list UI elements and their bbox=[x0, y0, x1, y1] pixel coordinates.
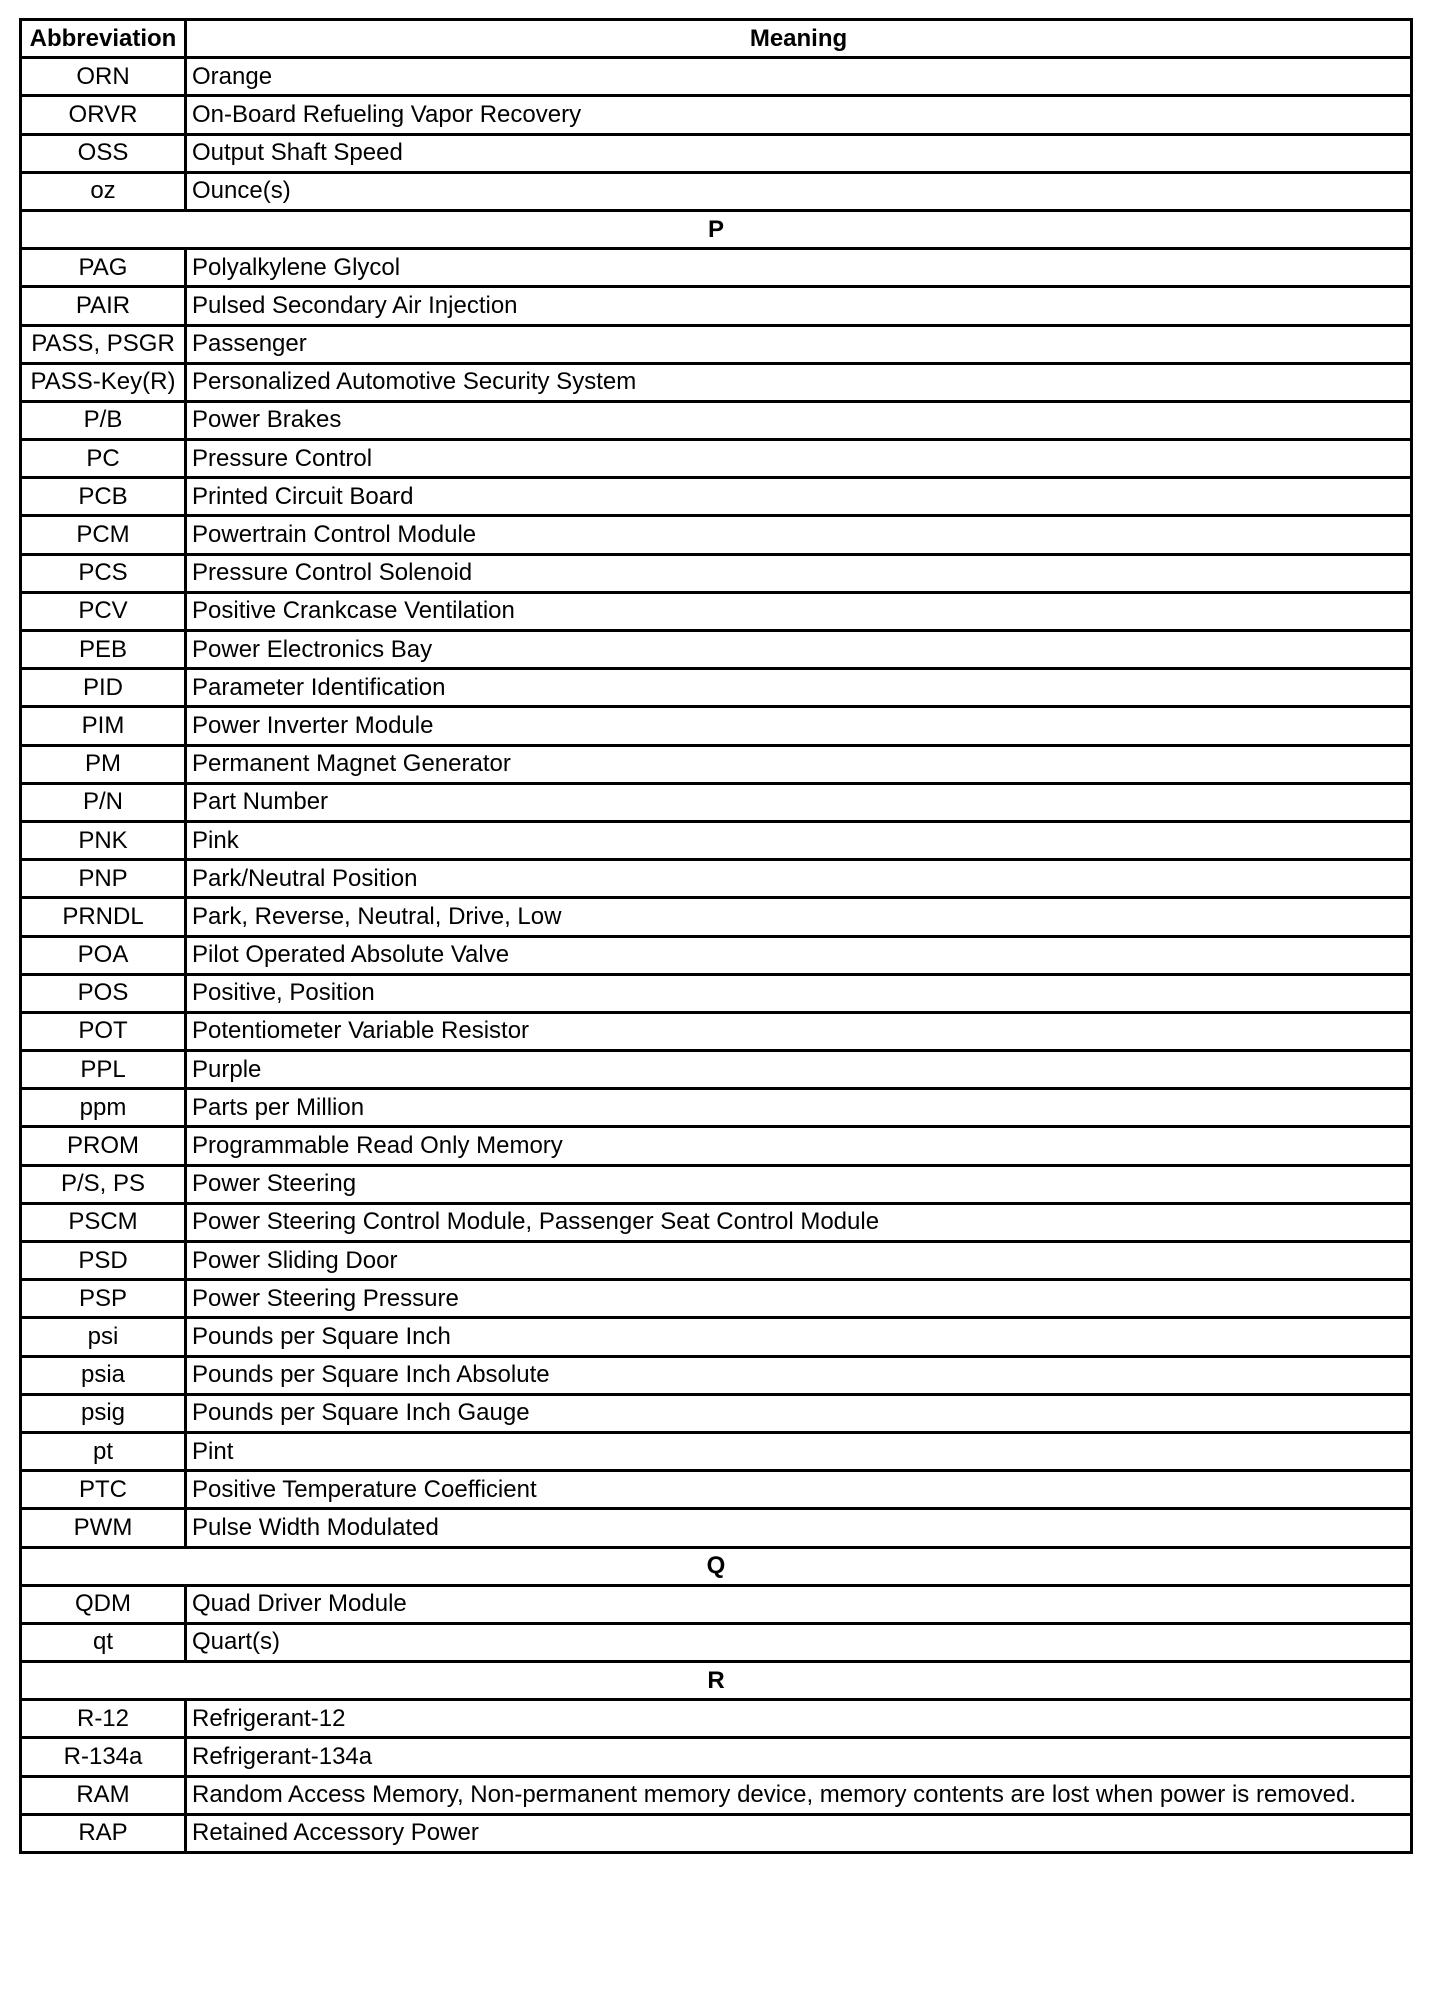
meaning-cell: Programmable Read Only Memory bbox=[186, 1127, 1412, 1165]
abbreviation-cell: PCM bbox=[21, 516, 186, 554]
meaning-cell: Refrigerant-12 bbox=[186, 1700, 1412, 1738]
abbreviation-cell: PSP bbox=[21, 1280, 186, 1318]
meaning-cell: Power Inverter Module bbox=[186, 707, 1412, 745]
abbreviation-cell: POA bbox=[21, 936, 186, 974]
meaning-cell: Pressure Control bbox=[186, 440, 1412, 478]
table-row bbox=[21, 516, 1412, 554]
meaning-cell: Positive Crankcase Ventilation bbox=[186, 592, 1412, 630]
table-row bbox=[21, 58, 1412, 96]
meaning-cell: Power Electronics Bay bbox=[186, 631, 1412, 669]
meaning-cell: Random Access Memory, Non-permanent memory device, memory contents are lost when power is removed. bbox=[186, 1776, 1412, 1814]
meaning-cell: Parts per Million bbox=[186, 1089, 1412, 1127]
abbreviation-cell: ORVR bbox=[21, 96, 186, 134]
table-row bbox=[21, 96, 1412, 134]
abbreviation-cell: ORN bbox=[21, 58, 186, 96]
meaning-cell: Output Shaft Speed bbox=[186, 134, 1412, 172]
meaning-cell: Pounds per Square Inch Gauge bbox=[186, 1394, 1412, 1432]
table-row bbox=[21, 974, 1412, 1012]
table-row bbox=[21, 1509, 1412, 1547]
header-meaning: Meaning bbox=[186, 20, 1412, 58]
abbreviation-cell: PID bbox=[21, 669, 186, 707]
meaning-cell: Pulsed Secondary Air Injection bbox=[186, 287, 1412, 325]
abbreviation-cell: P/B bbox=[21, 401, 186, 439]
table-row bbox=[21, 669, 1412, 707]
meaning-cell: Pint bbox=[186, 1432, 1412, 1470]
meaning-cell: Potentiometer Variable Resistor bbox=[186, 1012, 1412, 1050]
abbreviation-cell: psi bbox=[21, 1318, 186, 1356]
meaning-cell: Park/Neutral Position bbox=[186, 860, 1412, 898]
table-row bbox=[21, 1432, 1412, 1470]
table-row bbox=[21, 1394, 1412, 1432]
abbreviation-cell: PCV bbox=[21, 592, 186, 630]
table-row bbox=[21, 1051, 1412, 1089]
meaning-cell: Parameter Identification bbox=[186, 669, 1412, 707]
abbreviation-cell: R-134a bbox=[21, 1738, 186, 1776]
meaning-cell: Pink bbox=[186, 821, 1412, 859]
table-row bbox=[21, 745, 1412, 783]
abbreviation-cell: QDM bbox=[21, 1585, 186, 1623]
abbreviation-cell: PIM bbox=[21, 707, 186, 745]
abbreviation-cell: PTC bbox=[21, 1471, 186, 1509]
table-row bbox=[21, 631, 1412, 669]
abbreviation-cell: PM bbox=[21, 745, 186, 783]
section-letter: R bbox=[21, 1662, 1412, 1700]
meaning-cell: Purple bbox=[186, 1051, 1412, 1089]
abbreviation-cell: PWM bbox=[21, 1509, 186, 1547]
meaning-cell: Orange bbox=[186, 58, 1412, 96]
abbreviation-cell: PSD bbox=[21, 1242, 186, 1280]
abbreviation-cell: psig bbox=[21, 1394, 186, 1432]
abbreviation-cell: R-12 bbox=[21, 1700, 186, 1738]
meaning-cell: Retained Accessory Power bbox=[186, 1814, 1412, 1852]
meaning-cell: Positive, Position bbox=[186, 974, 1412, 1012]
table-row bbox=[21, 1203, 1412, 1241]
table-body bbox=[21, 58, 1412, 1853]
table-row bbox=[21, 1471, 1412, 1509]
table-row bbox=[21, 1585, 1412, 1623]
abbreviation-cell: PAIR bbox=[21, 287, 186, 325]
table-row bbox=[21, 1242, 1412, 1280]
abbreviation-cell: POT bbox=[21, 1012, 186, 1050]
table-row bbox=[21, 1700, 1412, 1738]
meaning-cell: Power Sliding Door bbox=[186, 1242, 1412, 1280]
table-row bbox=[21, 1814, 1412, 1852]
table-row bbox=[21, 249, 1412, 287]
meaning-cell: Power Steering Control Module, Passenger Seat Control Module bbox=[186, 1203, 1412, 1241]
abbreviation-cell: RAM bbox=[21, 1776, 186, 1814]
meaning-cell: Pilot Operated Absolute Valve bbox=[186, 936, 1412, 974]
meaning-cell: Power Steering bbox=[186, 1165, 1412, 1203]
section-row bbox=[21, 1547, 1412, 1585]
table-row bbox=[21, 440, 1412, 478]
meaning-cell: Quart(s) bbox=[186, 1623, 1412, 1661]
meaning-cell: Positive Temperature Coefficient bbox=[186, 1471, 1412, 1509]
meaning-cell: On-Board Refueling Vapor Recovery bbox=[186, 96, 1412, 134]
header-abbreviation: Abbreviation bbox=[21, 20, 186, 58]
table-row bbox=[21, 1623, 1412, 1661]
abbreviation-cell: P/N bbox=[21, 783, 186, 821]
meaning-cell: Powertrain Control Module bbox=[186, 516, 1412, 554]
table-row bbox=[21, 1318, 1412, 1356]
meaning-cell: Permanent Magnet Generator bbox=[186, 745, 1412, 783]
abbreviation-cell: P/S, PS bbox=[21, 1165, 186, 1203]
table-row bbox=[21, 1012, 1412, 1050]
table-row bbox=[21, 1776, 1412, 1814]
meaning-cell: Power Steering Pressure bbox=[186, 1280, 1412, 1318]
meaning-cell: Part Number bbox=[186, 783, 1412, 821]
abbreviation-cell: pt bbox=[21, 1432, 186, 1470]
table-row bbox=[21, 1089, 1412, 1127]
meaning-cell: Printed Circuit Board bbox=[186, 478, 1412, 516]
abbreviation-cell: psia bbox=[21, 1356, 186, 1394]
meaning-cell: Park, Reverse, Neutral, Drive, Low bbox=[186, 898, 1412, 936]
section-letter: Q bbox=[21, 1547, 1412, 1585]
abbreviation-cell: OSS bbox=[21, 134, 186, 172]
meaning-cell: Pounds per Square Inch Absolute bbox=[186, 1356, 1412, 1394]
table-row bbox=[21, 707, 1412, 745]
meaning-cell: Passenger bbox=[186, 325, 1412, 363]
abbreviation-cell: PSCM bbox=[21, 1203, 186, 1241]
abbreviation-cell: POS bbox=[21, 974, 186, 1012]
table-row bbox=[21, 1738, 1412, 1776]
table-row bbox=[21, 860, 1412, 898]
table-row bbox=[21, 172, 1412, 210]
table-row bbox=[21, 287, 1412, 325]
abbreviation-cell: ppm bbox=[21, 1089, 186, 1127]
abbreviation-cell: qt bbox=[21, 1623, 186, 1661]
table-row bbox=[21, 898, 1412, 936]
meaning-cell: Pounds per Square Inch bbox=[186, 1318, 1412, 1356]
abbreviation-cell: PNP bbox=[21, 860, 186, 898]
abbreviation-cell: PCB bbox=[21, 478, 186, 516]
abbreviation-cell: PASS-Key(R) bbox=[21, 363, 186, 401]
abbreviation-cell: RAP bbox=[21, 1814, 186, 1852]
table-row bbox=[21, 821, 1412, 859]
section-row bbox=[21, 1662, 1412, 1700]
meaning-cell: Quad Driver Module bbox=[186, 1585, 1412, 1623]
abbreviation-cell: PC bbox=[21, 440, 186, 478]
table-row bbox=[21, 134, 1412, 172]
meaning-cell: Pressure Control Solenoid bbox=[186, 554, 1412, 592]
abbreviation-cell: oz bbox=[21, 172, 186, 210]
table-row bbox=[21, 1127, 1412, 1165]
table-row bbox=[21, 478, 1412, 516]
table-row bbox=[21, 554, 1412, 592]
meaning-cell: Polyalkylene Glycol bbox=[186, 249, 1412, 287]
meaning-cell: Power Brakes bbox=[186, 401, 1412, 439]
table-row bbox=[21, 1165, 1412, 1203]
abbreviation-cell: PASS, PSGR bbox=[21, 325, 186, 363]
section-letter: P bbox=[21, 210, 1412, 248]
table-row bbox=[21, 325, 1412, 363]
meaning-cell: Personalized Automotive Security System bbox=[186, 363, 1412, 401]
abbreviation-cell: PAG bbox=[21, 249, 186, 287]
abbreviation-cell: PRNDL bbox=[21, 898, 186, 936]
table-row bbox=[21, 401, 1412, 439]
table-header-row bbox=[21, 20, 1412, 58]
meaning-cell: Ounce(s) bbox=[186, 172, 1412, 210]
abbreviation-table bbox=[19, 18, 1413, 1854]
meaning-cell: Refrigerant-134a bbox=[186, 1738, 1412, 1776]
table-row bbox=[21, 1356, 1412, 1394]
table-row bbox=[21, 936, 1412, 974]
abbreviation-cell: PNK bbox=[21, 821, 186, 859]
abbreviation-cell: PPL bbox=[21, 1051, 186, 1089]
table-row bbox=[21, 1280, 1412, 1318]
abbreviation-cell: PCS bbox=[21, 554, 186, 592]
table-row bbox=[21, 783, 1412, 821]
table-row bbox=[21, 363, 1412, 401]
table-row bbox=[21, 592, 1412, 630]
meaning-cell: Pulse Width Modulated bbox=[186, 1509, 1412, 1547]
abbreviation-cell: PROM bbox=[21, 1127, 186, 1165]
abbreviation-cell: PEB bbox=[21, 631, 186, 669]
section-row bbox=[21, 210, 1412, 248]
